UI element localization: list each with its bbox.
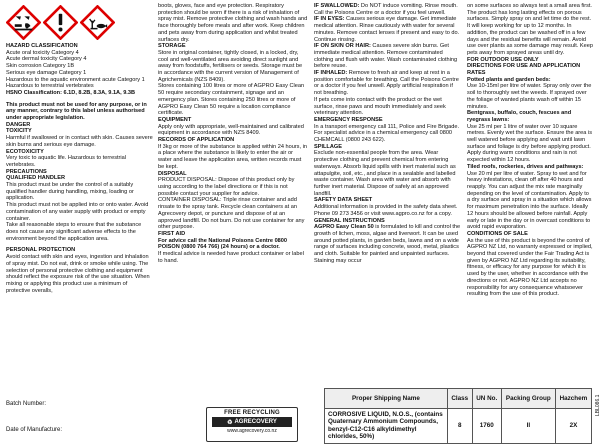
col3-line: [314, 3, 462, 16]
col3-line: [314, 150, 462, 197]
body-text: Take all reasonable steps to ensure that the substance does not cause any significant adverse effects to the environment beyond the application area.: [6, 222, 142, 242]
body-text: Very toxic to aquatic life. Hazardous to terrestrial vertebrates.: [6, 155, 127, 168]
body-text: This product must not be applied into or onto water. Avoid contamination of any water supply with product or empty container.: [6, 202, 149, 222]
heading-text: STORAGE: [158, 43, 186, 50]
dg-header-psn: Proper Shipping Name: [325, 389, 448, 409]
col1-line: [6, 247, 153, 254]
heading-text: ECOTOXICITY: [6, 148, 44, 155]
body-text: is formulated to kill and control the growth of lichen, moss, algae and liverwort. It can be used around potted plants, in garden beds, lawns and on a wide range of surfaces including concrete, wood, metal, plastics and cloth. Suitable for painted and unpainted surfaces. Staining may occur: [314, 224, 461, 264]
heading-text: RECORDS OF APPLICATION: [158, 137, 235, 144]
dangerous-goods-table: [324, 388, 592, 444]
body-text: Use 25 ml per 1 litre of water over 10 square metres. Evenly wet the surface. Ensure the area is well watered before applying and wait until lawn surface and foliage is dry before applying product. Apply during warm conditions and rain is not expected within 12 hours.: [467, 123, 592, 164]
date-of-manufacture-label: Date of Manufacture:: [6, 427, 63, 433]
col1-line: [6, 182, 153, 202]
col4-line: [467, 171, 593, 231]
col1-line: [6, 77, 153, 84]
column-4-text: [467, 3, 593, 298]
body-text: Use 20 ml per litre of water. Spray to wet and for heavy infestations, clean off after 40 hours and reapply. You can adjust the mix rate marginally depending on the level of contamination. Apply to a dry surface and spray in a situation which allows for maximum penetration into the surface. Ideally 12 hours should be allowed before rainfall. Apply early or late in the day or in overcast conditions to avoid rapid evaporation.: [467, 170, 592, 231]
agrecovery-brand: AGRECOVERY: [234, 419, 277, 425]
col2-line: [158, 171, 308, 178]
col2-line: [158, 238, 308, 251]
col3-line: [314, 204, 462, 217]
col1-line: [6, 50, 153, 57]
col1-line: [6, 149, 153, 156]
body-text: Acute dermal toxicity Category 4: [6, 56, 87, 63]
column-2: [158, 3, 308, 264]
body-text: Harmful if swallowed or in contact with skin. Causes severe skin burns and serious eye damage.: [6, 135, 153, 148]
col4-line: [467, 3, 593, 57]
body-text: Hazardous to the aquatic environment acute Category 1: [6, 76, 145, 83]
body-text: PRODUCT DISPOSAL: Dispose of this product only by using according to the label directions or if this is not possible contact your supplier for advice.: [158, 177, 295, 197]
col4-line: [467, 57, 593, 64]
col1-line: [6, 63, 153, 70]
body-text: boots, gloves, face and eye protection. Respiratory protection should be worn if there is a risk of inhalation of spray mist. Remove protective clothing and wash hands and face thoroughly before meals and after work. Keep children and pets away from during application and whilst treated surfaces dry.: [158, 3, 308, 43]
heading-text: AGPRO Easy Clean 50: [314, 224, 374, 231]
label-code: LBL086.1: [595, 394, 601, 416]
dg-hazchem: 2X: [555, 409, 591, 444]
heading-text: FOR OUTDOOR USE ONLY: [467, 56, 539, 63]
dg-header-class: Class: [447, 389, 472, 409]
dg-packing-group: II: [501, 409, 555, 444]
body-text: Stores containing 100 litres or more of AGPRO Easy Clean 50 require secondary containment, signage and an emergency plan. Stores containing 250 litres or more of AGPRO Easy Clean 50 require a location compliance certificate.: [158, 83, 305, 117]
heading-text: IF ON SKIN OR HAIR:: [314, 43, 371, 50]
column-1: [6, 3, 153, 294]
col2-line: [158, 251, 308, 264]
col1-line: [6, 90, 153, 97]
col1-line: [6, 135, 153, 148]
environment-pictogram-icon: [80, 5, 115, 40]
col1-line: [6, 128, 153, 135]
col1-line: [6, 155, 153, 168]
dg-header-hazchem: Hazchem: [555, 389, 591, 409]
col3-line: [314, 124, 462, 131]
heading-text: IF SWALLOWED:: [314, 3, 360, 9]
col1-line: [6, 169, 153, 176]
body-text: Remove to fresh air and keep at rest in a position comfortable for breathing. Call the Poisons Centre or a doctor if you feel unwell. Apply artificial respiration if not breathing.: [314, 70, 459, 97]
col1-line: [6, 175, 153, 182]
heading-text: PERSONAL PROTECTION: [6, 247, 76, 254]
body-text: Exclude non-essential people from the area. Wear protective clothing and prevent chemical from entering waterways. Absorb liquid spills with inert material such as attapulgite, soil, etc., and place in a sealable and labelled waste container. Wash area with water and absorb with further inert material. Dispose of safely at an approved landfill.: [314, 150, 456, 197]
column-3: [314, 3, 462, 264]
col1-line: [6, 43, 153, 50]
body-text: CONTAINER DISPOSAL: Triple rinse container and add rinsate to the spray tank. Recycle clean containers at an Agrecovery depot, or puncture and dispose of at an approved landfill. Do not burn. Do not use container for any other purpose.: [158, 197, 305, 231]
body-text: Avoid contact with skin and eyes, ingestion and inhalation of spray mist. Do not eat, drink or smoke while using. The selection of personal protective clothing and equipment should reflect the exposure risk of the use situation. When mixing or applying this product use a minimum of protective overalls,: [6, 254, 150, 294]
body-text: Serious eye damage Category 1: [6, 69, 87, 76]
col3-line: [314, 16, 462, 43]
recycling-url: www.agrecovery.co.nz: [227, 428, 277, 434]
body-text: Acute oral toxicity Category 4: [6, 49, 79, 56]
body-text: Additional information is provided in the safety data sheet. Phone 09 273 3456 or visit www.agpro.co.nz for a copy.: [314, 204, 458, 217]
dg-header-row: [325, 389, 592, 409]
col3-line: [314, 218, 462, 225]
col1-line: [6, 56, 153, 63]
heading-text: DANGER: [6, 121, 31, 128]
col3-line: [314, 224, 462, 264]
col4-line: [467, 164, 593, 171]
batch-number-label: Batch Number:: [6, 401, 47, 407]
col4-line: [467, 124, 593, 164]
heading-text: HAZARD CLASSIFICATION: [6, 43, 78, 49]
heading-text: TOXICITY: [6, 128, 32, 135]
col2-line: [158, 117, 308, 124]
col3-line: [314, 97, 462, 117]
col2-line: [158, 83, 308, 117]
dg-header-packing-group: Packing Group: [501, 389, 555, 409]
dg-proper-shipping-name: CORROSIVE LIQUID, N.O.S., (contains Quaternary Ammonium Compounds, benzyl-C12-C16 alkyldimethyl chlorides, 50%): [325, 409, 448, 444]
recycle-icon: ♻: [227, 419, 233, 426]
heading-text: EQUIPMENT: [158, 116, 192, 123]
col2-line: [158, 231, 308, 238]
col1-line: [6, 254, 153, 294]
body-text: This product must be under the control of a suitably qualified handler during handling, mixing, loading or application.: [6, 182, 134, 202]
heading-text: SAFETY DATA SHEET: [314, 197, 373, 204]
col4-line: [467, 63, 593, 76]
col4-line: [467, 83, 593, 110]
heading-text: Tiled roofs, rockeries, drives and pathways:: [467, 163, 584, 170]
col1-line: [6, 202, 153, 222]
heading-text: DIRECTIONS FOR USE AND APPLICATION RATES: [467, 63, 581, 77]
heading-text: For advice call the National Poisons Centre 0800 POISON (0800 764 766) (24 hours) or a doctor.: [158, 237, 288, 251]
column-4: [467, 3, 593, 298]
recycling-badge: [206, 407, 298, 442]
body-text: As the use of this product is beyond the control of AGPRO NZ Ltd, no warranty expressed or implied, beyond that covered under the Fair Trading Act is given by AGPRO NZ Ltd regarding its suitability, fitness, or efficacy for any purpose for which it is used by the user, whether in accordance with the directions or not. AGPRO NZ Ltd accepts no responsibility for any consequence whatsoever resulting from the use of this product.: [467, 237, 593, 298]
dg-header-un: UN No.: [472, 389, 501, 409]
dg-un-number: 1760: [472, 409, 501, 444]
dg-class: 8: [447, 409, 472, 444]
body-text: If medical advice is needed have product container or label to hand.: [158, 251, 304, 264]
heading-text: PRECAUTIONS: [6, 168, 47, 175]
col3-line: [314, 130, 462, 143]
col4-line: [467, 77, 593, 84]
body-text: Causes severe skin burns. Get immediate medical attention. Remove contaminated clothing and flush with water. Wash contaminated clothing before reuse.: [314, 43, 458, 70]
col2-line: [158, 137, 308, 144]
col2-line: [158, 124, 308, 137]
exclamation-pictogram-icon: [43, 5, 78, 40]
body-text: Apply only with appropriate, well-maintained and calibrated equipment in accordance with NZS 8409.: [158, 123, 304, 137]
heading-text: Bentgrass, buffalo, couch, fescues and ryegrass lawns:: [467, 110, 572, 123]
dg-row: [325, 409, 592, 444]
recycling-title: FREE RECYCLING: [224, 410, 280, 416]
heading-text: HSNO Classification: 6.1D, 8.2B, 8.3A, 9.1A, 9.3B: [6, 89, 136, 96]
col3-line: [314, 144, 462, 151]
col4-line: [467, 110, 593, 123]
col3-line: [314, 70, 462, 97]
heading-text: GENERAL INSTRUCTIONS: [314, 217, 385, 224]
column-1-text: [6, 43, 153, 294]
column-3-text: [314, 3, 462, 264]
column-2-text: [158, 3, 308, 264]
heading-text: Potted plants and garden beds:: [467, 76, 551, 83]
col2-line: [158, 3, 308, 43]
col2-line: [158, 197, 308, 231]
heading-text: IF IN EYES:: [314, 16, 345, 23]
heading-text: CONDITIONS OF SALE: [467, 230, 528, 237]
heading-text: QUALIFIED HANDLER: [6, 175, 66, 182]
heading-text: IF INHALED:: [314, 70, 348, 77]
body-text: Use 10-15ml per litre of water. Spray only over the soil to thoroughly wet the weeds. If sprayed over the foliage of wanted plants wash off within 15 minutes.: [467, 83, 592, 110]
body-text: If 3kg or more of the substance is applied within 24 hours, in a place where the substance is likely to enter the air or water and leave the application area, written records must be kept.: [158, 143, 307, 170]
agrecovery-logo: [212, 417, 292, 427]
corrosion-pictogram-icon: [6, 5, 41, 40]
col1-line: [6, 83, 153, 90]
heading-text: FIRST AID: [158, 230, 186, 237]
col1-line: [6, 222, 153, 242]
ghs-pictograms: [6, 5, 153, 40]
heading-text: SPILLAGE: [314, 143, 342, 150]
col4-line: [467, 231, 593, 238]
body-text: Skin corrosion Category 1B: [6, 63, 75, 70]
body-text: In a transport emergency call 111, Police and Fire Brigade.: [314, 123, 459, 130]
body-text: Do NOT induce vomiting. Rinse mouth. Call the Poisons Centre or a doctor if you feel unwell.: [314, 3, 458, 16]
col3-line: [314, 197, 462, 204]
col1-line: [6, 122, 153, 129]
heading-text: EMERGENCY RESPONSE: [314, 116, 383, 123]
col1-line: [6, 102, 153, 122]
heading-text: This product must not be used for any purpose, or in any manner, contrary to this label unless authorised under appropriate legislation.: [6, 101, 147, 122]
col2-line: [158, 144, 308, 171]
body-text: If pets come into contact with the product or the wet surface, rinse paws and mouth immediately and seek veterinary attention.: [314, 96, 446, 117]
col1-line: [6, 70, 153, 77]
body-text: For specialist advice in a chemical emergency call 0800 CHEMCALL (0800 243 622).: [314, 130, 453, 144]
body-text: on some surfaces so always test a small area first. The product has long lasting effects on porous surfaces. Simply spray on and let time do the rest. It will keep working for up to 12 months. In addition, the product can be washed off in a few days and the residual benefits will remain. Avoid use over plants as some damage may result. Keep pets away from sprayed areas until dry.: [467, 3, 593, 56]
body-text: Hazardous to terrestrial vertebrates: [6, 83, 94, 90]
col2-line: [158, 43, 308, 50]
body-text: Store in original container, tightly closed, in a locked, dry, cool and well-ventilated area avoiding direct sunlight and away from foodstuffs, fertilisers or seeds. Storage must be in accordance with the current version of Management of Agrichemicals (NZS 8409).: [158, 49, 303, 83]
col2-line: [158, 50, 308, 84]
heading-text: DISPOSAL: [158, 170, 187, 177]
col3-line: [314, 43, 462, 70]
body-text: Causes serious eye damage. Get immediate medical attention. Rinse cautiously with water for several minutes. Remove contact lenses if present and easy to do. Continue rinsing.: [314, 16, 460, 43]
col3-line: [314, 117, 462, 124]
col2-line: [158, 177, 308, 197]
col4-line: [467, 238, 593, 298]
